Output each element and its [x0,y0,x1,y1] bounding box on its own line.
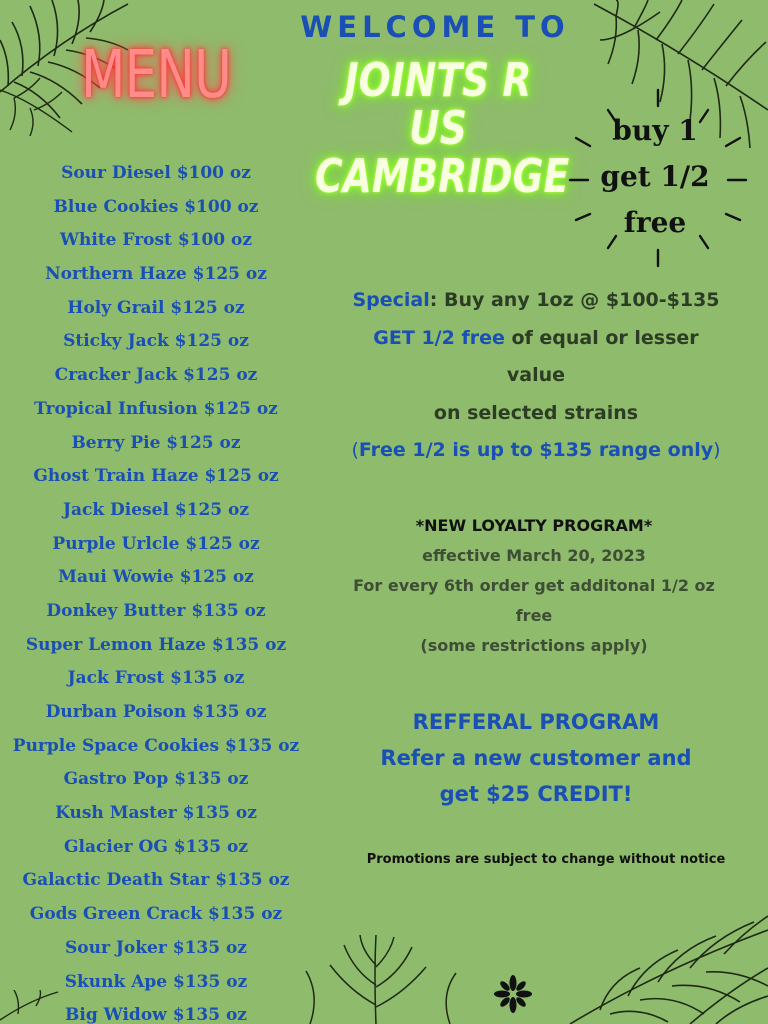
special-line-1-text: : Buy any 1oz @ $100-$135 [429,289,720,311]
menu-item: Maui Wowie $125 oz [58,567,254,588]
menu-item: Big Widow $135 oz [65,1005,247,1024]
menu-item: Gods Green Crack $135 oz [29,904,283,925]
menu-item: Jack Frost $135 oz [67,668,245,689]
menu-item: Super Lemon Haze $135 oz [25,634,287,655]
promo-line-2: get 1/2 [600,160,710,193]
menu-item: Gastro Pop $135 oz [63,769,249,790]
welcome-heading: WELCOME TO [300,10,570,44]
leaf-bottom-right-icon [540,910,768,1024]
menu-title: MENU [80,36,232,113]
menu-item: Galactic Death Star $135 oz [22,870,290,891]
menu-item: Holy Grail $125 oz [67,297,245,318]
loyalty-offer-line-a: For every 6th order get additonal 1/2 oz [353,576,715,595]
menu-item: Kush Master $135 oz [55,803,257,824]
menu-item: Sour Joker $135 oz [65,937,247,958]
store-name-line1: JOINTS R US [344,53,532,155]
menu-item: Blue Cookies $100 oz [53,196,259,217]
menu-item: Ghost Train Haze $125 oz [33,466,279,487]
menu-item: Skunk Ape $135 oz [64,971,248,992]
leaf-left-icon [0,70,80,140]
referral-program [330,704,742,812]
loyalty-heading: *NEW LOYALTY PROGRAM* [415,516,653,535]
special-free-half-limit: Free 1/2 is up to $135 range only [358,439,714,461]
menu-item: Sticky Jack $125 oz [63,331,249,352]
referral-line-1: Refer a new customer and [380,746,692,770]
leaf-bottom-center-icon [300,935,460,1024]
promo-line-1: buy 1 [612,114,698,147]
menu-item: Purple Space Cookies $135 oz [12,735,300,756]
menu-item: Northern Haze $125 oz [45,264,267,285]
special-label: Special [352,289,430,311]
menu-item: White Frost $100 oz [59,230,253,251]
menu-item: Glacier OG $135 oz [64,836,248,857]
special-get-half-free: GET 1/2 free [373,326,505,349]
menu-item: Jack Diesel $125 oz [62,499,250,520]
loyalty-offer-line-b: free [515,606,553,625]
loyalty-effective-date: effective March 20, 2023 [422,546,646,565]
special-line-5 [330,432,742,470]
promo-burst-text [590,108,720,246]
menu-item: Berry Pie $125 oz [71,432,241,453]
special-line-2 [330,320,742,358]
menu-item: Sour Diesel $100 oz [61,163,251,183]
store-name-line2: CAMBRIDGE [315,149,570,203]
special-offer [330,282,742,470]
store-name [315,53,570,203]
promotions-notice: Promotions are subject to change without notice [366,852,726,867]
special-line-3: value [506,364,566,386]
menu-item: Purple Urlcle $125 oz [52,533,260,554]
loyalty-program [318,511,750,661]
special-line-2-text: of equal or lesser [504,326,699,349]
flower-icon [493,974,533,1014]
special-line-1 [330,282,742,320]
promo-line-3: free [623,206,687,239]
referral-title: REFFERAL PROGRAM [412,710,660,734]
special-line-4: on selected strains [433,401,639,424]
menu-item: Durban Poison $135 oz [45,702,267,722]
special-paren-open: ( [351,439,359,461]
menu-item: Tropical Infusion $125 oz [34,398,278,419]
loyalty-restrictions: (some restrictions apply) [420,636,648,655]
menu-list [0,157,312,1024]
menu-item: Donkey Butter $135 oz [46,600,266,621]
referral-line-2: get $25 CREDIT! [439,782,633,806]
special-paren-close: ) [713,439,721,461]
menu-item: Cracker Jack $125 oz [54,365,258,386]
